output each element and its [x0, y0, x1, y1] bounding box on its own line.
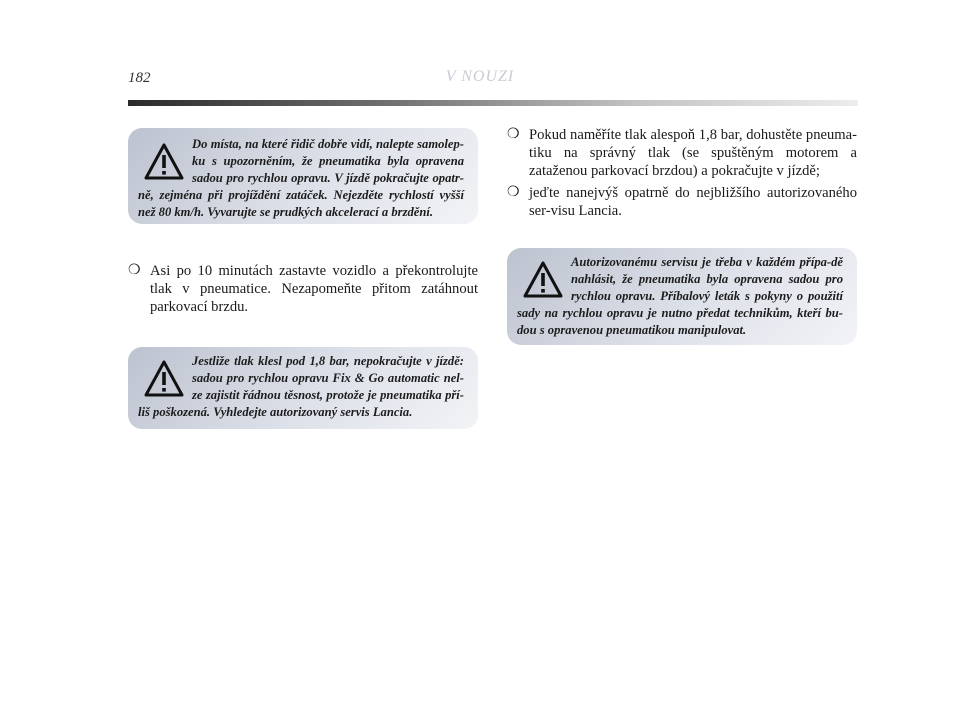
warning-text: Autorizovanému servisu je třeba v každém přípa-dě nahlásit, že pneumatika byla opravena sadou pro rychlou opravu. Příbalový leták s pokyny o použití sady na rychlou opravu je nutno předat technikům, kteří bu-dou s opravenou pneumatikou manipulovat.: [517, 255, 843, 337]
list-item: [507, 126, 857, 180]
list-item-text: jeďte nanejvýš opatrně do nejbližšího autorizovaného ser-visu Lancia.: [529, 185, 857, 219]
warning-text: Do místa, na které řidič dobře vidí, nalepte samolep-ku s upozorněním, že pneumatika byla opravena sadou pro rychlou opravu. V jízdě pokračujte opatr-ně, zejména při projíždění zatáček. Nejezděte rychlostí vyšší než 80 km/h. Vyvarujte se prudkých akcelerací a brzdění.: [138, 137, 464, 219]
bullet-list-right: [507, 126, 857, 224]
list-item-text: Pokud naměříte tlak alespoň 1,8 bar, dohustěte pneuma-tiku na správný tlak (se spuštěným motorem a zataženou parkovací brzdou) a pokračujte v jízdě;: [529, 127, 857, 179]
bullet-circle-icon: ❍: [507, 127, 520, 142]
bullet-circle-icon: ❍: [507, 185, 520, 200]
list-item-text: Asi po 10 minutách zastavte vozidlo a překontrolujte tlak v pneumatice. Nezapomeňte přitom zatáhnout parkovací brzdu.: [150, 263, 478, 315]
warning-box-1: [128, 128, 478, 224]
bullet-list-left: [128, 262, 478, 320]
warning-triangle-icon: [142, 357, 186, 401]
page-number: 182: [128, 70, 151, 86]
header-rule: [128, 100, 858, 106]
warning-box-3: [507, 248, 857, 345]
warning-triangle-icon: [521, 258, 565, 302]
list-item: [507, 184, 857, 220]
warning-text: Jestliže tlak klesl pod 1,8 bar, nepokračujte v jízdě: sadou pro rychlou opravu Fix & Go automatic nel-ze zajistit řádnou těsnost, protože je pneumatika pří-liš poškozená. Vyhledejte autorizovaný servis Lancia.: [138, 354, 464, 419]
bullet-circle-icon: ❍: [128, 263, 141, 278]
warning-triangle-icon: [142, 140, 186, 184]
section-title: V NOUZI: [445, 68, 515, 85]
warning-box-2: [128, 347, 478, 429]
list-item: [128, 262, 478, 316]
